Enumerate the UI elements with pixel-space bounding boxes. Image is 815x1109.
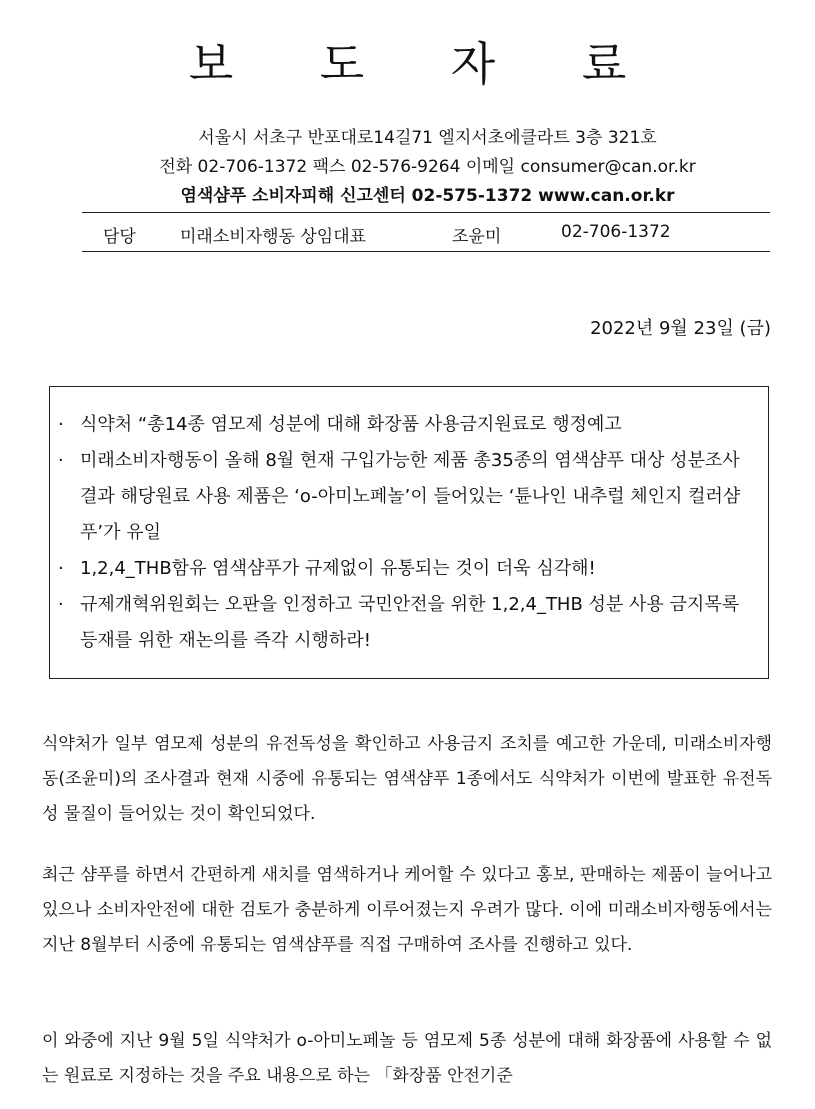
bullet-icon: · <box>58 594 64 615</box>
summary-item <box>58 587 756 659</box>
divider-top <box>82 212 770 213</box>
contact-label: 담당 <box>103 227 136 247</box>
summary-list <box>50 387 768 659</box>
summary-item-text: 1,2,4_THB함유 염색샴푸가 규제없이 유통되는 것이 더욱 심각해! <box>80 558 596 579</box>
summary-item <box>58 407 756 443</box>
page-title: 보 도 자 료 <box>188 37 663 91</box>
contact-phone: 02-706-1372 <box>561 222 671 242</box>
bullet-icon: · <box>58 450 64 471</box>
body-paragraph: 식약처가 일부 염모제 성분의 유전독성을 확인하고 사용금지 조치를 예고한 가운데, 미래소비자행동(조윤미)의 조사결과 현재 시중에 유통되는 염색샴푸 1종에서도 식약처가 이번에 발표한 유전독성 물질이 들어있는 것이 확인되었다. <box>42 734 772 824</box>
summary-item-text: 식약처 “총14종 염모제 성분에 대해 화장품 사용금지원료로 행정예고 <box>80 414 622 435</box>
summary-item <box>58 551 756 587</box>
address-line: 서울시 서초구 반포대로14길71 엘지서초에클라트 3층 321호 <box>198 128 657 148</box>
body-paragraph: 이 와중에 지난 9월 5일 식약처가 o-아미노페놀 등 염모제 5종 성분에 대해 화장품에 사용할 수 없는 원료로 지정하는 것을 주요 내용으로 하는 「화장품 안전기준 <box>42 1031 772 1086</box>
contact-name: 조윤미 <box>452 227 502 247</box>
body-paragraph: 최근 샴푸를 하면서 간편하게 새치를 염색하거나 케어할 수 있다고 홍보, 판매하는 제품이 늘어나고 있으나 소비자안전에 대한 검토가 충분하게 이루어졌는지 우려가 많다. 이에 미래소비자행동에서는 지난 8월부터 시중에 유통되는 염색샴푸를 직접 구매하여 조사를 진행하고 있다. <box>42 865 772 955</box>
summary-box <box>49 386 769 679</box>
contact-line: 전화 02-706-1372 팩스 02-576-9264 이메일 consumer@can.or.kr <box>159 157 696 177</box>
summary-item-text: 규제개혁위원회는 오판을 인정하고 국민안전을 위한 1,2,4_THB 성분 사용 금지목록 등재를 위한 재논의를 즉각 시행하라! <box>80 594 740 651</box>
bullet-icon: · <box>58 414 64 435</box>
hotline-line: 염색샴푸 소비자피해 신고센터 02-575-1372 www.can.or.kr <box>180 186 675 206</box>
summary-item <box>58 443 756 551</box>
bullet-icon: · <box>58 558 64 579</box>
summary-item-text: 미래소비자행동이 올해 8월 현재 구입가능한 제품 총35종의 염색샴푸 대상 성분조사결과 해당원료 사용 제품은 ‘o-아미노페놀’이 들어있는 ‘튠나인 내추럴 체인지 컬러샴푸’가 유일 <box>80 450 741 543</box>
divider-bottom <box>82 251 770 252</box>
release-date: 2022년 9월 23일 (금) <box>590 318 771 339</box>
contact-organization: 미래소비자행동 상임대표 <box>180 227 367 247</box>
